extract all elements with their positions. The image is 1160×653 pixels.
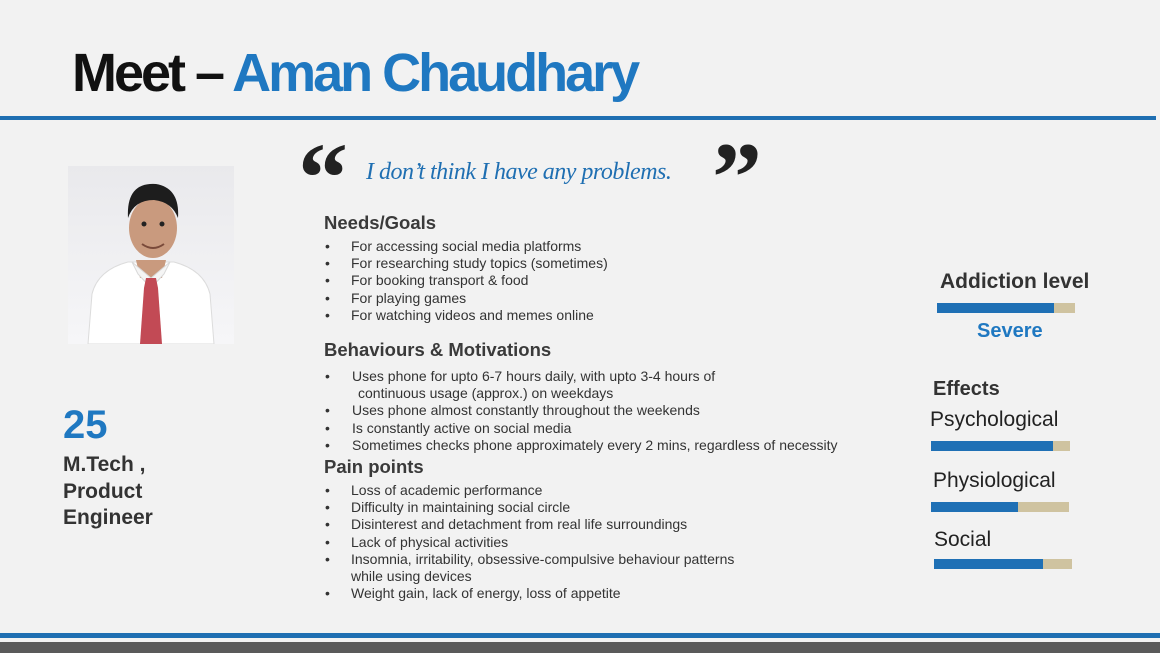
behaviours-list <box>324 368 838 454</box>
effect-physiological-fill <box>931 502 1018 512</box>
needs-goals-list <box>324 238 608 324</box>
effect-psychological-fill <box>931 441 1053 451</box>
list-item-continuation: continuous usage (approx.) on weekdays <box>358 385 614 402</box>
pain-points-section <box>324 456 734 602</box>
list-item: • Disinterest and detachment from real life surroundings <box>324 516 734 533</box>
persona-quote: I don’t think I have any problems. <box>366 159 672 185</box>
bottom-divider-blue <box>0 633 1160 638</box>
persona-photo-illustration <box>68 166 234 344</box>
list-item: • Loss of academic performance <box>324 482 734 499</box>
list-item-text: Insomnia, irritability, obsessive-compulsive behaviour patterns <box>351 550 735 567</box>
pain-points-heading: Pain points <box>324 456 424 477</box>
persona-name: Aman Chaudhary <box>232 43 638 103</box>
addiction-level-bar <box>937 303 1075 313</box>
role-line: Product <box>63 479 143 503</box>
bottom-divider-gray <box>0 642 1160 653</box>
addiction-level-fill <box>937 303 1054 313</box>
title-prefix: Meet – <box>72 43 233 103</box>
list-item: • For accessing social media platforms <box>324 238 608 255</box>
effect-social-bar <box>934 559 1072 569</box>
behaviours-section <box>324 339 838 454</box>
addiction-level-label: Addiction level <box>940 270 1090 293</box>
needs-goals-section <box>324 212 608 324</box>
list-item: • Sometimes checks phone approximately every 2 mins, regardless of necessity <box>324 437 838 454</box>
list-item-continuation: while using devices <box>351 568 472 585</box>
list-item: • Lack of physical activities <box>324 534 734 551</box>
effect-physiological-label: Physiological <box>933 469 1056 492</box>
behaviours-heading: Behaviours & Motivations <box>324 339 552 360</box>
list-item: • For watching videos and memes online <box>324 307 608 324</box>
list-item: • For researching study topics (sometimes) <box>324 255 608 272</box>
effect-psychological-bar <box>931 441 1070 451</box>
pain-points-list <box>324 482 734 602</box>
effects-label: Effects <box>933 378 1000 400</box>
role-line: Engineer <box>63 506 153 529</box>
list-item: • Uses phone almost constantly throughout the weekends <box>324 402 838 419</box>
list-item-text: Uses phone for upto 6-7 hours daily, with upto 3-4 hours of <box>352 368 716 384</box>
persona-age: 25 <box>63 403 108 447</box>
list-item: • For playing games <box>324 290 608 307</box>
role-line: M.Tech , <box>63 453 146 476</box>
list-item <box>324 368 838 402</box>
effect-physiological-bar <box>931 502 1069 512</box>
list-item: • For booking transport & food <box>324 272 608 289</box>
list-item: • Is constantly active on social media <box>324 420 838 437</box>
effect-psychological-label: Psychological <box>930 408 1059 431</box>
top-divider <box>0 116 1156 120</box>
list-item <box>324 551 734 585</box>
page-title <box>72 40 637 106</box>
effect-social-label: Social <box>934 528 992 551</box>
addiction-severity: Severe <box>977 320 1043 342</box>
needs-goals-heading: Needs/Goals <box>324 212 437 233</box>
open-quote-mark: “ <box>298 122 348 233</box>
effect-social-fill <box>934 559 1043 569</box>
list-item: • Difficulty in maintaining social circle <box>324 499 734 516</box>
persona-role <box>63 452 263 532</box>
list-item: • Weight gain, lack of energy, loss of appetite <box>324 585 734 602</box>
persona-photo <box>68 166 234 344</box>
close-quote-mark: ” <box>712 122 762 233</box>
